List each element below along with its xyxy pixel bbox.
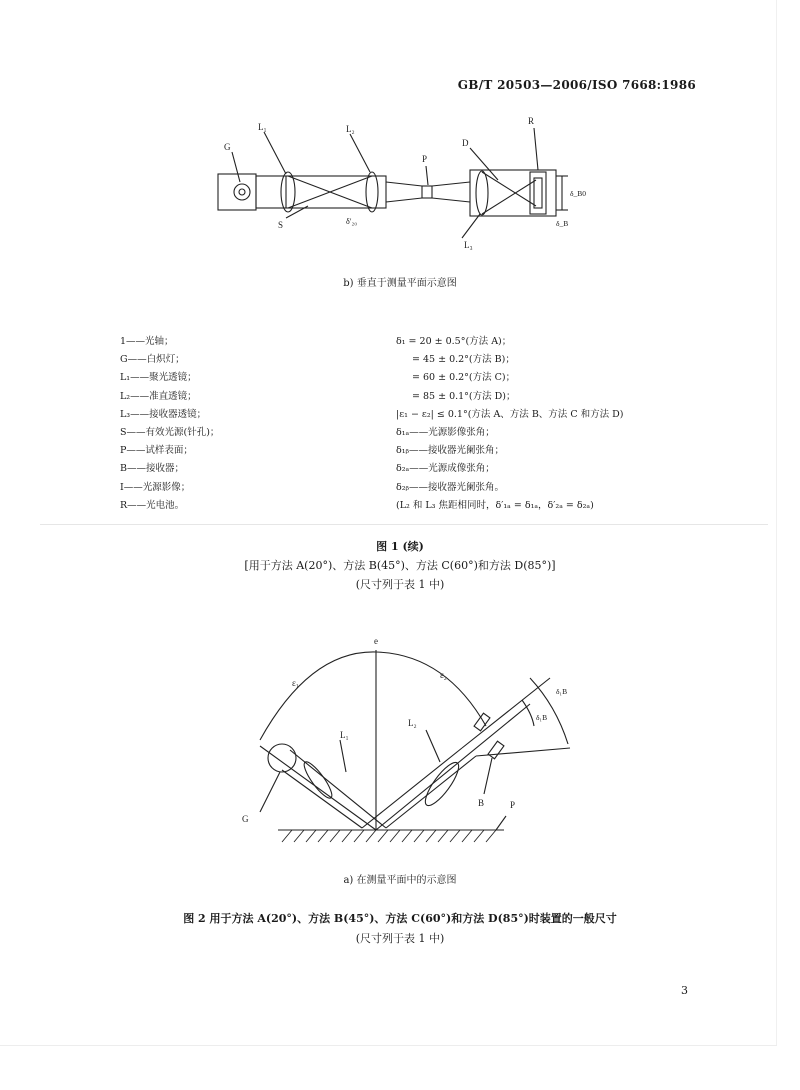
legend-item: |ε₁ − ε₂| ≤ 0.1°(方法 A、方法 B、方法 C 和方法 D) — [396, 408, 624, 420]
legend-item: δ₂ₐ——光源成像张角； — [396, 463, 495, 475]
figure-1-note: (尺寸列于表 1 中) — [355, 578, 445, 591]
optical-diagram-perpendicular — [200, 110, 600, 260]
page-edge-bottom — [0, 1045, 777, 1046]
legend-item: L₁——聚光透镜； — [120, 372, 197, 384]
legend-item: = 45 ± 0.2°(方法 B)； — [412, 354, 515, 366]
figure-1-title: 图 1 (续) — [376, 540, 424, 553]
label-eps1: ε₁ — [292, 678, 299, 688]
legend-item: 1——光轴； — [120, 336, 174, 347]
legend-item: (L₂ 和 L₃ 焦距相同时，δ′₁ₐ = δ₁ₐ，δ′₂ₐ = δ₂ₐ) — [396, 499, 594, 511]
caption-a: a) 在测量平面中的示意图 — [343, 875, 457, 886]
legend-item: = 60 ± 0.2°(方法 C)； — [412, 372, 516, 384]
label-L1: L₁ — [258, 122, 267, 132]
legend-left — [120, 333, 219, 515]
figure-2-note: (尺寸列于表 1 中) — [355, 932, 445, 945]
legend-item: S——有效光源(针孔)； — [120, 427, 220, 439]
legend-item: I——光源影像； — [120, 481, 191, 493]
label-delta-2: δ₁B — [536, 713, 548, 722]
standard-number: GB/T 20503—2006/ISO 7668:1986 — [457, 78, 696, 92]
label-S: S — [278, 220, 284, 230]
label-e: e — [374, 636, 378, 646]
label-G: G — [224, 142, 231, 152]
page-edge-right — [776, 0, 777, 1045]
figure-2-caption — [0, 909, 800, 949]
label-G: G — [242, 814, 249, 824]
legend-item: δ₂ᵦ——接收器光阑张角。 — [396, 481, 504, 493]
legend-item: P——试样表面； — [120, 445, 193, 457]
label-L1: L₁ — [340, 730, 349, 740]
legend-item: = 85 ± 0.1°(方法 D)； — [412, 390, 516, 402]
legend-item: δ₁ = 20 ± 0.5°(方法 A)； — [396, 336, 512, 347]
label-D: D — [462, 138, 469, 148]
legend-item: L₂——准直透镜； — [120, 390, 197, 402]
label-B: B — [478, 798, 485, 808]
legend-item: G——白炽灯； — [120, 354, 185, 366]
label-L2: L₂ — [408, 718, 417, 728]
label-P: P — [510, 800, 516, 810]
page-number: 3 — [681, 984, 688, 997]
label-delta-1: δ₁B — [556, 687, 568, 696]
label-delta-B0: δ_B0 — [570, 189, 587, 198]
optical-diagram-measurement-plane — [230, 630, 590, 855]
legend-item: δ₁ₐ——光源影像张角； — [396, 427, 495, 439]
legend-item: L₃——接收器透镜； — [120, 408, 207, 420]
figure-2-title: 图 2 用于方法 A(20°)、方法 B(45°)、方法 C(60°)和方法 D(85°)时装置的一般尺寸 — [183, 912, 617, 925]
label-P: P — [422, 154, 428, 164]
label-R: R — [528, 116, 535, 126]
label-delta2: δ′₂₀ — [346, 217, 358, 226]
label-eps2: ε₂ — [440, 670, 447, 680]
label-delta-B: δ_B — [556, 219, 569, 228]
label-L2: L₂ — [346, 124, 355, 134]
figure-1-methods: [用于方法 A(20°)、方法 B(45°)、方法 C(60°)和方法 D(85°)] — [244, 559, 556, 572]
divider — [40, 524, 768, 525]
caption-b: b) 垂直于测量平面示意图 — [343, 278, 457, 289]
legend-item: δ₁ᵦ——接收器光阑张角； — [396, 445, 504, 457]
legend-item: R——光电池。 — [120, 499, 185, 511]
legend-item: B——接收器； — [120, 463, 184, 475]
label-L3: L₃ — [464, 240, 473, 250]
legend-right — [396, 333, 623, 515]
figure-1-caption — [0, 537, 800, 594]
